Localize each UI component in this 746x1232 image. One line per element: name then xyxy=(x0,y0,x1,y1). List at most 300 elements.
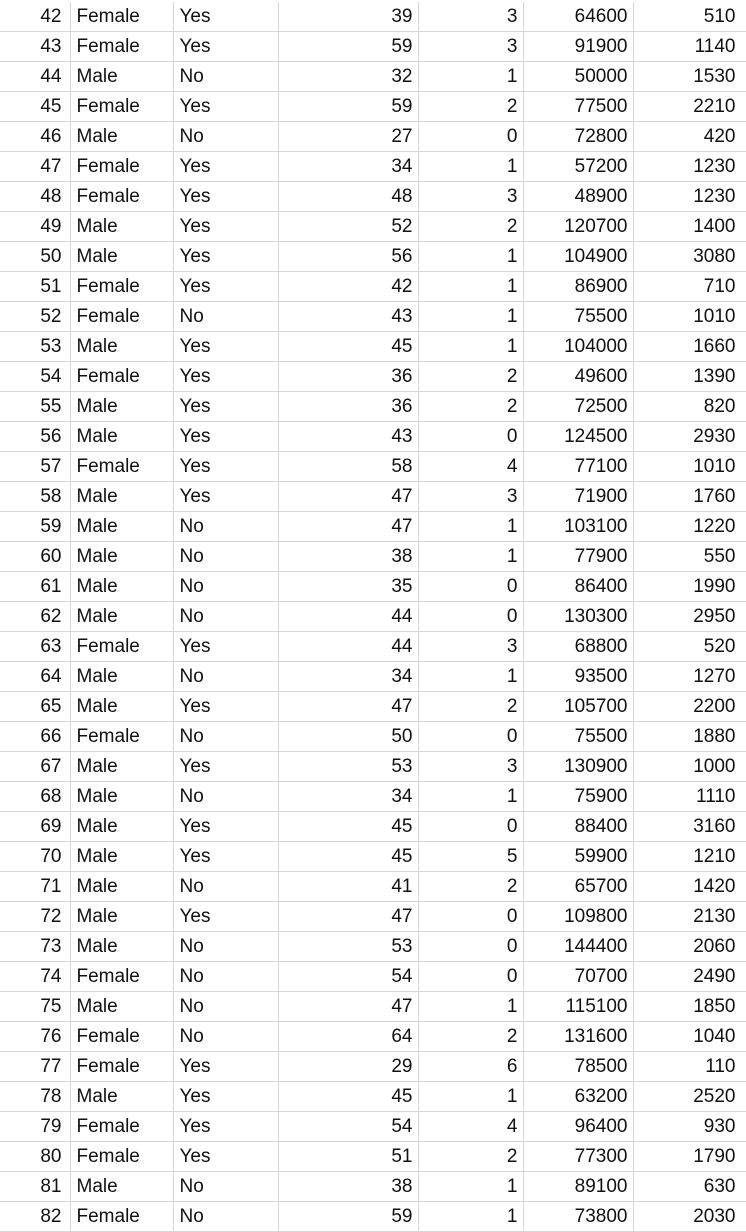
age-cell[interactable]: 35 xyxy=(278,572,418,602)
amount-cell[interactable]: 2520 xyxy=(633,1082,746,1112)
count-cell[interactable]: 3 xyxy=(418,2,523,32)
gender-cell[interactable]: Male xyxy=(70,572,173,602)
count-cell[interactable]: 2 xyxy=(418,362,523,392)
age-cell[interactable]: 39 xyxy=(278,2,418,32)
row-id-cell[interactable]: 76 xyxy=(0,1022,70,1052)
amount-cell[interactable]: 1220 xyxy=(633,512,746,542)
count-cell[interactable]: 0 xyxy=(418,722,523,752)
income-cell[interactable]: 130900 xyxy=(523,752,633,782)
count-cell[interactable]: 4 xyxy=(418,452,523,482)
table-row xyxy=(0,512,746,542)
row-id-cell[interactable]: 74 xyxy=(0,962,70,992)
count-cell[interactable]: 1 xyxy=(418,242,523,272)
income-cell[interactable]: 77500 xyxy=(523,92,633,122)
flag-cell[interactable]: No xyxy=(173,62,278,92)
age-cell[interactable]: 53 xyxy=(278,932,418,962)
count-cell[interactable]: 1 xyxy=(418,782,523,812)
row-id-cell[interactable]: 47 xyxy=(0,152,70,182)
gender-cell[interactable]: Male xyxy=(70,662,173,692)
gender-cell[interactable]: Female xyxy=(70,1052,173,1082)
income-cell[interactable]: 86900 xyxy=(523,272,633,302)
row-id-cell[interactable]: 63 xyxy=(0,632,70,662)
income-cell[interactable]: 73800 xyxy=(523,1202,633,1232)
age-cell[interactable]: 47 xyxy=(278,482,418,512)
age-cell[interactable]: 52 xyxy=(278,212,418,242)
flag-cell[interactable]: Yes xyxy=(173,212,278,242)
count-cell[interactable]: 1 xyxy=(418,272,523,302)
amount-cell[interactable]: 510 xyxy=(633,2,746,32)
age-cell[interactable]: 38 xyxy=(278,542,418,572)
flag-cell[interactable]: Yes xyxy=(173,752,278,782)
gender-cell[interactable]: Male xyxy=(70,902,173,932)
flag-cell[interactable]: No xyxy=(173,572,278,602)
age-cell[interactable]: 59 xyxy=(278,92,418,122)
flag-cell[interactable]: Yes xyxy=(173,392,278,422)
amount-cell[interactable]: 1530 xyxy=(633,62,746,92)
gender-cell[interactable]: Male xyxy=(70,542,173,572)
row-id-cell[interactable]: 48 xyxy=(0,182,70,212)
age-cell[interactable]: 47 xyxy=(278,512,418,542)
flag-cell[interactable]: Yes xyxy=(173,632,278,662)
age-cell[interactable]: 48 xyxy=(278,182,418,212)
gender-cell[interactable]: Male xyxy=(70,212,173,242)
count-cell[interactable]: 0 xyxy=(418,122,523,152)
row-id-cell[interactable]: 54 xyxy=(0,362,70,392)
row-id-cell[interactable]: 46 xyxy=(0,122,70,152)
income-cell[interactable]: 105700 xyxy=(523,692,633,722)
income-cell[interactable]: 109800 xyxy=(523,902,633,932)
amount-cell[interactable]: 1420 xyxy=(633,872,746,902)
row-id-cell[interactable]: 64 xyxy=(0,662,70,692)
age-cell[interactable]: 34 xyxy=(278,662,418,692)
row-id-cell[interactable]: 60 xyxy=(0,542,70,572)
flag-cell[interactable]: Yes xyxy=(173,812,278,842)
count-cell[interactable]: 0 xyxy=(418,962,523,992)
flag-cell[interactable]: No xyxy=(173,542,278,572)
gender-cell[interactable]: Male xyxy=(70,782,173,812)
gender-cell[interactable]: Female xyxy=(70,722,173,752)
flag-cell[interactable]: Yes xyxy=(173,272,278,302)
row-id-cell[interactable]: 42 xyxy=(0,2,70,32)
amount-cell[interactable]: 1040 xyxy=(633,1022,746,1052)
age-cell[interactable]: 45 xyxy=(278,842,418,872)
count-cell[interactable]: 2 xyxy=(418,212,523,242)
income-cell[interactable]: 64600 xyxy=(523,2,633,32)
row-id-cell[interactable]: 62 xyxy=(0,602,70,632)
flag-cell[interactable]: Yes xyxy=(173,92,278,122)
age-cell[interactable]: 34 xyxy=(278,152,418,182)
income-cell[interactable]: 144400 xyxy=(523,932,633,962)
amount-cell[interactable]: 1110 xyxy=(633,782,746,812)
gender-cell[interactable]: Male xyxy=(70,392,173,422)
count-cell[interactable]: 0 xyxy=(418,422,523,452)
amount-cell[interactable]: 1230 xyxy=(633,152,746,182)
age-cell[interactable]: 43 xyxy=(278,302,418,332)
age-cell[interactable]: 64 xyxy=(278,1022,418,1052)
row-id-cell[interactable]: 71 xyxy=(0,872,70,902)
row-id-cell[interactable]: 59 xyxy=(0,512,70,542)
amount-cell[interactable]: 1880 xyxy=(633,722,746,752)
count-cell[interactable]: 1 xyxy=(418,62,523,92)
income-cell[interactable]: 130300 xyxy=(523,602,633,632)
flag-cell[interactable]: No xyxy=(173,782,278,812)
age-cell[interactable]: 32 xyxy=(278,62,418,92)
income-cell[interactable]: 70700 xyxy=(523,962,633,992)
gender-cell[interactable]: Female xyxy=(70,32,173,62)
amount-cell[interactable]: 1140 xyxy=(633,32,746,62)
count-cell[interactable]: 1 xyxy=(418,1082,523,1112)
amount-cell[interactable]: 1010 xyxy=(633,452,746,482)
amount-cell[interactable]: 550 xyxy=(633,542,746,572)
count-cell[interactable]: 1 xyxy=(418,992,523,1022)
income-cell[interactable]: 120700 xyxy=(523,212,633,242)
age-cell[interactable]: 45 xyxy=(278,812,418,842)
amount-cell[interactable]: 820 xyxy=(633,392,746,422)
gender-cell[interactable]: Male xyxy=(70,332,173,362)
row-id-cell[interactable]: 57 xyxy=(0,452,70,482)
income-cell[interactable]: 131600 xyxy=(523,1022,633,1052)
gender-cell[interactable]: Male xyxy=(70,1172,173,1202)
row-id-cell[interactable]: 51 xyxy=(0,272,70,302)
row-id-cell[interactable]: 45 xyxy=(0,92,70,122)
amount-cell[interactable]: 420 xyxy=(633,122,746,152)
amount-cell[interactable]: 630 xyxy=(633,1172,746,1202)
flag-cell[interactable]: Yes xyxy=(173,452,278,482)
count-cell[interactable]: 2 xyxy=(418,392,523,422)
count-cell[interactable]: 1 xyxy=(418,1202,523,1232)
flag-cell[interactable]: No xyxy=(173,722,278,752)
age-cell[interactable]: 43 xyxy=(278,422,418,452)
income-cell[interactable]: 72500 xyxy=(523,392,633,422)
amount-cell[interactable]: 2930 xyxy=(633,422,746,452)
age-cell[interactable]: 51 xyxy=(278,1142,418,1172)
count-cell[interactable]: 1 xyxy=(418,512,523,542)
row-id-cell[interactable]: 67 xyxy=(0,752,70,782)
age-cell[interactable]: 53 xyxy=(278,752,418,782)
row-id-cell[interactable]: 44 xyxy=(0,62,70,92)
age-cell[interactable]: 50 xyxy=(278,722,418,752)
income-cell[interactable]: 91900 xyxy=(523,32,633,62)
row-id-cell[interactable]: 69 xyxy=(0,812,70,842)
row-id-cell[interactable]: 78 xyxy=(0,1082,70,1112)
table-row xyxy=(0,872,746,902)
flag-cell[interactable]: No xyxy=(173,602,278,632)
gender-cell[interactable]: Female xyxy=(70,302,173,332)
age-cell[interactable]: 54 xyxy=(278,1112,418,1142)
gender-cell[interactable]: Female xyxy=(70,1112,173,1142)
row-id-cell[interactable]: 75 xyxy=(0,992,70,1022)
table-row xyxy=(0,842,746,872)
gender-cell[interactable]: Male xyxy=(70,1082,173,1112)
income-cell[interactable]: 104000 xyxy=(523,332,633,362)
row-id-cell[interactable]: 52 xyxy=(0,302,70,332)
gender-cell[interactable]: Male xyxy=(70,992,173,1022)
row-id-cell[interactable]: 65 xyxy=(0,692,70,722)
gender-cell[interactable]: Male xyxy=(70,812,173,842)
table-row xyxy=(0,1022,746,1052)
amount-cell[interactable]: 1390 xyxy=(633,362,746,392)
row-id-cell[interactable]: 58 xyxy=(0,482,70,512)
income-cell[interactable]: 57200 xyxy=(523,152,633,182)
gender-cell[interactable]: Male xyxy=(70,422,173,452)
gender-cell[interactable]: Female xyxy=(70,272,173,302)
row-id-cell[interactable]: 56 xyxy=(0,422,70,452)
count-cell[interactable]: 3 xyxy=(418,632,523,662)
count-cell[interactable]: 2 xyxy=(418,692,523,722)
flag-cell[interactable]: No xyxy=(173,1202,278,1232)
gender-cell[interactable]: Female xyxy=(70,2,173,32)
row-id-cell[interactable]: 66 xyxy=(0,722,70,752)
count-cell[interactable]: 2 xyxy=(418,1022,523,1052)
table-row xyxy=(0,152,746,182)
income-cell[interactable]: 71900 xyxy=(523,482,633,512)
amount-cell[interactable]: 3160 xyxy=(633,812,746,842)
amount-cell[interactable]: 2490 xyxy=(633,962,746,992)
gender-cell[interactable]: Female xyxy=(70,92,173,122)
gender-cell[interactable]: Male xyxy=(70,752,173,782)
flag-cell[interactable]: Yes xyxy=(173,902,278,932)
amount-cell[interactable]: 1990 xyxy=(633,572,746,602)
table-row xyxy=(0,992,746,1022)
row-id-cell[interactable]: 49 xyxy=(0,212,70,242)
age-cell[interactable]: 38 xyxy=(278,1172,418,1202)
flag-cell[interactable]: No xyxy=(173,122,278,152)
income-cell[interactable]: 93500 xyxy=(523,662,633,692)
income-cell[interactable]: 78500 xyxy=(523,1052,633,1082)
row-id-cell[interactable]: 80 xyxy=(0,1142,70,1172)
income-cell[interactable]: 49600 xyxy=(523,362,633,392)
row-id-cell[interactable]: 61 xyxy=(0,572,70,602)
income-cell[interactable]: 75500 xyxy=(523,302,633,332)
amount-cell[interactable]: 1850 xyxy=(633,992,746,1022)
income-cell[interactable]: 48900 xyxy=(523,182,633,212)
flag-cell[interactable]: Yes xyxy=(173,332,278,362)
count-cell[interactable]: 1 xyxy=(418,152,523,182)
income-cell[interactable]: 77300 xyxy=(523,1142,633,1172)
income-cell[interactable]: 115100 xyxy=(523,992,633,1022)
flag-cell[interactable]: No xyxy=(173,512,278,542)
flag-cell[interactable]: Yes xyxy=(173,482,278,512)
table-row xyxy=(0,122,746,152)
flag-cell[interactable]: No xyxy=(173,962,278,992)
flag-cell[interactable]: No xyxy=(173,1172,278,1202)
flag-cell[interactable]: Yes xyxy=(173,362,278,392)
count-cell[interactable]: 0 xyxy=(418,932,523,962)
amount-cell[interactable]: 2950 xyxy=(633,602,746,632)
row-id-cell[interactable]: 43 xyxy=(0,32,70,62)
count-cell[interactable]: 3 xyxy=(418,752,523,782)
age-cell[interactable]: 36 xyxy=(278,392,418,422)
flag-cell[interactable]: Yes xyxy=(173,422,278,452)
count-cell[interactable]: 2 xyxy=(418,1142,523,1172)
count-cell[interactable]: 0 xyxy=(418,902,523,932)
age-cell[interactable]: 36 xyxy=(278,362,418,392)
count-cell[interactable]: 1 xyxy=(418,542,523,572)
flag-cell[interactable]: Yes xyxy=(173,182,278,212)
flag-cell[interactable]: Yes xyxy=(173,1142,278,1172)
age-cell[interactable]: 59 xyxy=(278,32,418,62)
amount-cell[interactable]: 1210 xyxy=(633,842,746,872)
age-cell[interactable]: 41 xyxy=(278,872,418,902)
gender-cell[interactable]: Male xyxy=(70,122,173,152)
gender-cell[interactable]: Female xyxy=(70,1202,173,1232)
income-cell[interactable]: 75900 xyxy=(523,782,633,812)
gender-cell[interactable]: Female xyxy=(70,362,173,392)
amount-cell[interactable]: 1270 xyxy=(633,662,746,692)
age-cell[interactable]: 58 xyxy=(278,452,418,482)
amount-cell[interactable]: 1000 xyxy=(633,752,746,782)
income-cell[interactable]: 72800 xyxy=(523,122,633,152)
gender-cell[interactable]: Female xyxy=(70,1142,173,1172)
flag-cell[interactable]: Yes xyxy=(173,1082,278,1112)
gender-cell[interactable]: Male xyxy=(70,512,173,542)
flag-cell[interactable]: No xyxy=(173,1022,278,1052)
amount-cell[interactable]: 2200 xyxy=(633,692,746,722)
gender-cell[interactable]: Male xyxy=(70,842,173,872)
age-cell[interactable]: 42 xyxy=(278,272,418,302)
row-id-cell[interactable]: 77 xyxy=(0,1052,70,1082)
table-row xyxy=(0,182,746,212)
age-cell[interactable]: 29 xyxy=(278,1052,418,1082)
income-cell[interactable]: 103100 xyxy=(523,512,633,542)
income-cell[interactable]: 63200 xyxy=(523,1082,633,1112)
row-id-cell[interactable]: 81 xyxy=(0,1172,70,1202)
amount-cell[interactable]: 3080 xyxy=(633,242,746,272)
age-cell[interactable]: 34 xyxy=(278,782,418,812)
age-cell[interactable]: 59 xyxy=(278,1202,418,1232)
age-cell[interactable]: 47 xyxy=(278,992,418,1022)
gender-cell[interactable]: Male xyxy=(70,932,173,962)
income-cell[interactable]: 50000 xyxy=(523,62,633,92)
amount-cell[interactable]: 2210 xyxy=(633,92,746,122)
age-cell[interactable]: 44 xyxy=(278,602,418,632)
row-id-cell[interactable]: 53 xyxy=(0,332,70,362)
table-row xyxy=(0,692,746,722)
amount-cell[interactable]: 2060 xyxy=(633,932,746,962)
gender-cell[interactable]: Male xyxy=(70,872,173,902)
count-cell[interactable]: 6 xyxy=(418,1052,523,1082)
age-cell[interactable]: 47 xyxy=(278,902,418,932)
flag-cell[interactable]: Yes xyxy=(173,1052,278,1082)
flag-cell[interactable]: No xyxy=(173,662,278,692)
spreadsheet-body xyxy=(0,2,746,1232)
gender-cell[interactable]: Female xyxy=(70,452,173,482)
flag-cell[interactable]: Yes xyxy=(173,842,278,872)
flag-cell[interactable]: Yes xyxy=(173,2,278,32)
count-cell[interactable]: 1 xyxy=(418,332,523,362)
count-cell[interactable]: 3 xyxy=(418,182,523,212)
income-cell[interactable]: 89100 xyxy=(523,1172,633,1202)
flag-cell[interactable]: No xyxy=(173,302,278,332)
gender-cell[interactable]: Female xyxy=(70,1022,173,1052)
row-id-cell[interactable]: 82 xyxy=(0,1202,70,1232)
count-cell[interactable]: 3 xyxy=(418,482,523,512)
row-id-cell[interactable]: 73 xyxy=(0,932,70,962)
gender-cell[interactable]: Male xyxy=(70,62,173,92)
income-cell[interactable]: 75500 xyxy=(523,722,633,752)
amount-cell[interactable]: 1660 xyxy=(633,332,746,362)
flag-cell[interactable]: Yes xyxy=(173,692,278,722)
row-id-cell[interactable]: 50 xyxy=(0,242,70,272)
row-id-cell[interactable]: 70 xyxy=(0,842,70,872)
age-cell[interactable]: 47 xyxy=(278,692,418,722)
amount-cell[interactable]: 1760 xyxy=(633,482,746,512)
gender-cell[interactable]: Male xyxy=(70,482,173,512)
table-row xyxy=(0,302,746,332)
flag-cell[interactable]: Yes xyxy=(173,242,278,272)
age-cell[interactable]: 45 xyxy=(278,1082,418,1112)
flag-cell[interactable]: No xyxy=(173,932,278,962)
amount-cell[interactable]: 710 xyxy=(633,272,746,302)
count-cell[interactable]: 0 xyxy=(418,602,523,632)
count-cell[interactable]: 4 xyxy=(418,1112,523,1142)
amount-cell[interactable]: 930 xyxy=(633,1112,746,1142)
gender-cell[interactable]: Female xyxy=(70,632,173,662)
age-cell[interactable]: 27 xyxy=(278,122,418,152)
age-cell[interactable]: 45 xyxy=(278,332,418,362)
gender-cell[interactable]: Female xyxy=(70,182,173,212)
row-id-cell[interactable]: 79 xyxy=(0,1112,70,1142)
amount-cell[interactable]: 1400 xyxy=(633,212,746,242)
count-cell[interactable]: 0 xyxy=(418,812,523,842)
amount-cell[interactable]: 110 xyxy=(633,1052,746,1082)
amount-cell[interactable]: 1010 xyxy=(633,302,746,332)
income-cell[interactable]: 104900 xyxy=(523,242,633,272)
income-cell[interactable]: 96400 xyxy=(523,1112,633,1142)
income-cell[interactable]: 88400 xyxy=(523,812,633,842)
flag-cell[interactable]: No xyxy=(173,992,278,1022)
table-row xyxy=(0,632,746,662)
income-cell[interactable]: 68800 xyxy=(523,632,633,662)
amount-cell[interactable]: 520 xyxy=(633,632,746,662)
count-cell[interactable]: 5 xyxy=(418,842,523,872)
count-cell[interactable]: 3 xyxy=(418,32,523,62)
income-cell[interactable]: 77100 xyxy=(523,452,633,482)
gender-cell[interactable]: Male xyxy=(70,242,173,272)
gender-cell[interactable]: Female xyxy=(70,962,173,992)
amount-cell[interactable]: 2030 xyxy=(633,1202,746,1232)
flag-cell[interactable]: No xyxy=(173,872,278,902)
income-cell[interactable]: 86400 xyxy=(523,572,633,602)
amount-cell[interactable]: 2130 xyxy=(633,902,746,932)
amount-cell[interactable]: 1230 xyxy=(633,182,746,212)
income-cell[interactable]: 59900 xyxy=(523,842,633,872)
count-cell[interactable]: 2 xyxy=(418,92,523,122)
count-cell[interactable]: 0 xyxy=(418,572,523,602)
flag-cell[interactable]: Yes xyxy=(173,152,278,182)
income-cell[interactable]: 65700 xyxy=(523,872,633,902)
age-cell[interactable]: 56 xyxy=(278,242,418,272)
row-id-cell[interactable]: 68 xyxy=(0,782,70,812)
table-row xyxy=(0,332,746,362)
row-id-cell[interactable]: 72 xyxy=(0,902,70,932)
flag-cell[interactable]: Yes xyxy=(173,32,278,62)
age-cell[interactable]: 44 xyxy=(278,632,418,662)
row-id-cell[interactable]: 55 xyxy=(0,392,70,422)
income-cell[interactable]: 77900 xyxy=(523,542,633,572)
gender-cell[interactable]: Male xyxy=(70,602,173,632)
age-cell[interactable]: 54 xyxy=(278,962,418,992)
income-cell[interactable]: 124500 xyxy=(523,422,633,452)
count-cell[interactable]: 1 xyxy=(418,662,523,692)
count-cell[interactable]: 2 xyxy=(418,872,523,902)
count-cell[interactable]: 1 xyxy=(418,1172,523,1202)
amount-cell[interactable]: 1790 xyxy=(633,1142,746,1172)
flag-cell[interactable]: Yes xyxy=(173,1112,278,1142)
gender-cell[interactable]: Female xyxy=(70,152,173,182)
count-cell[interactable]: 1 xyxy=(418,302,523,332)
gender-cell[interactable]: Male xyxy=(70,692,173,722)
